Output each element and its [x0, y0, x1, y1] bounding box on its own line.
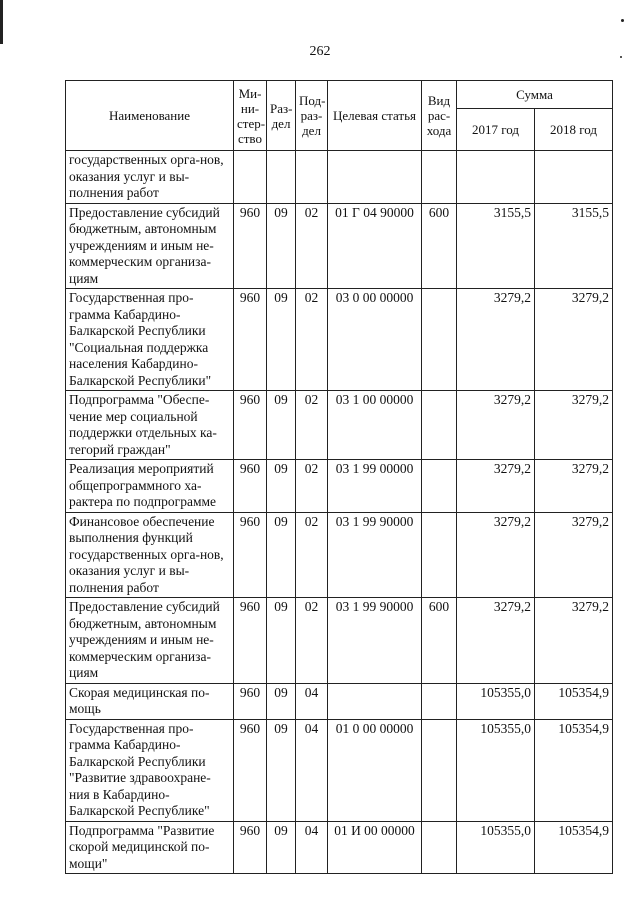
cell-target: 01 0 00 00000	[328, 719, 422, 821]
cell-name: Реализация мероприятий общепрограммного ха-рактера по подпрограмме	[66, 460, 234, 513]
cell-subsection: 02	[296, 289, 328, 391]
budget-table	[65, 80, 613, 874]
table-row	[66, 512, 613, 598]
cell-section: 09	[267, 203, 296, 289]
cell-target: 01 Г 04 90000	[328, 203, 422, 289]
cell-name: государственных орга-нов, оказания услуг и вы-полнения работ	[66, 151, 234, 204]
cell-target: 03 1 99 90000	[328, 512, 422, 598]
table-row	[66, 151, 613, 204]
cell-ministry: 960	[234, 289, 267, 391]
cell-target	[328, 151, 422, 204]
header-subsection: Под-раз-дел	[296, 81, 328, 151]
cell-expense	[422, 391, 457, 460]
cell-expense	[422, 151, 457, 204]
cell-target: 03 1 00 00000	[328, 391, 422, 460]
header-section: Раз-дел	[267, 81, 296, 151]
cell-subsection: 04	[296, 821, 328, 874]
cell-expense	[422, 460, 457, 513]
cell-subsection: 02	[296, 598, 328, 684]
cell-expense: 600	[422, 598, 457, 684]
cell-name: Предоставление субсидий бюджетным, автономным учреждениям и иным не-коммерческим организа-циям	[66, 598, 234, 684]
cell-ministry: 960	[234, 460, 267, 513]
header-year-2017: 2017 год	[457, 109, 535, 151]
cell-2018: 3279,2	[535, 289, 613, 391]
cell-2018: 3279,2	[535, 460, 613, 513]
cell-ministry: 960	[234, 512, 267, 598]
cell-subsection: 02	[296, 460, 328, 513]
cell-target: 03 0 00 00000	[328, 289, 422, 391]
header-ministry: Ми-ни-стер-ство	[234, 81, 267, 151]
cell-2017: 3279,2	[457, 512, 535, 598]
header-year-2018: 2018 год	[535, 109, 613, 151]
table-row	[66, 460, 613, 513]
cell-ministry	[234, 151, 267, 204]
header-target: Целевая статья	[328, 81, 422, 151]
cell-subsection	[296, 151, 328, 204]
cell-subsection: 02	[296, 391, 328, 460]
cell-name: Государственная про-грамма Кабардино-Балкарской Республики "Развитие здравоохране-ния в Кабардино-Балкарской Республике"	[66, 719, 234, 821]
cell-2018: 105354,9	[535, 821, 613, 874]
cell-2018: 3279,2	[535, 512, 613, 598]
cell-section: 09	[267, 821, 296, 874]
header-name: Наименование	[66, 81, 234, 151]
table-row	[66, 203, 613, 289]
cell-name: Предоставление субсидий бюджетным, автономным учреждениям и иным не-коммерческим организа-циям	[66, 203, 234, 289]
cell-ministry: 960	[234, 683, 267, 719]
cell-section: 09	[267, 391, 296, 460]
cell-name: Подпрограмма "Обеспе-чение мер социальной поддержки отдельных ка-тегорий граждан"	[66, 391, 234, 460]
cell-2017: 3279,2	[457, 289, 535, 391]
cell-2017: 3279,2	[457, 460, 535, 513]
scan-dot-1	[621, 19, 624, 22]
cell-2017: 3279,2	[457, 598, 535, 684]
cell-target: 01 И 00 00000	[328, 821, 422, 874]
cell-subsection: 04	[296, 719, 328, 821]
cell-2017: 105355,0	[457, 719, 535, 821]
cell-expense	[422, 512, 457, 598]
cell-2017: 3279,2	[457, 391, 535, 460]
cell-expense	[422, 683, 457, 719]
cell-subsection: 02	[296, 203, 328, 289]
page-number: 262	[309, 44, 331, 59]
cell-ministry: 960	[234, 203, 267, 289]
table-row	[66, 598, 613, 684]
table-row	[66, 821, 613, 874]
cell-name: Государственная про-грамма Кабардино-Балкарской Республики "Социальная поддержка населения Кабардино-Балкарской Республики"	[66, 289, 234, 391]
cell-name: Подпрограмма "Развитие скорой медицинской по-мощи"	[66, 821, 234, 874]
table-row	[66, 391, 613, 460]
cell-target: 03 1 99 00000	[328, 460, 422, 513]
header-row-1	[66, 81, 613, 109]
cell-target	[328, 683, 422, 719]
cell-section: 09	[267, 683, 296, 719]
cell-section: 09	[267, 460, 296, 513]
cell-2017: 105355,0	[457, 683, 535, 719]
cell-name: Финансовое обеспечение выполнения функций государственных орга-нов, оказания услуг и вы-полнения работ	[66, 512, 234, 598]
cell-target: 03 1 99 90000	[328, 598, 422, 684]
header-sum: Сумма	[457, 81, 613, 109]
cell-2017: 105355,0	[457, 821, 535, 874]
cell-expense: 600	[422, 203, 457, 289]
cell-subsection: 02	[296, 512, 328, 598]
cell-expense	[422, 821, 457, 874]
cell-section: 09	[267, 289, 296, 391]
cell-2018: 3279,2	[535, 391, 613, 460]
margin-bar	[0, 0, 3, 44]
table-row	[66, 289, 613, 391]
cell-name: Скорая медицинская по-мощь	[66, 683, 234, 719]
cell-ministry: 960	[234, 598, 267, 684]
cell-ministry: 960	[234, 821, 267, 874]
cell-expense	[422, 289, 457, 391]
cell-section	[267, 151, 296, 204]
cell-section: 09	[267, 598, 296, 684]
cell-2017	[457, 151, 535, 204]
cell-2018	[535, 151, 613, 204]
table-row	[66, 719, 613, 821]
cell-section: 09	[267, 719, 296, 821]
header-expense: Вид рас-хода	[422, 81, 457, 151]
cell-ministry: 960	[234, 391, 267, 460]
cell-2018: 3279,2	[535, 598, 613, 684]
cell-2017: 3155,5	[457, 203, 535, 289]
cell-2018: 105354,9	[535, 683, 613, 719]
cell-expense	[422, 719, 457, 821]
cell-subsection: 04	[296, 683, 328, 719]
table-row	[66, 683, 613, 719]
cell-ministry: 960	[234, 719, 267, 821]
cell-2018: 105354,9	[535, 719, 613, 821]
cell-section: 09	[267, 512, 296, 598]
cell-2018: 3155,5	[535, 203, 613, 289]
